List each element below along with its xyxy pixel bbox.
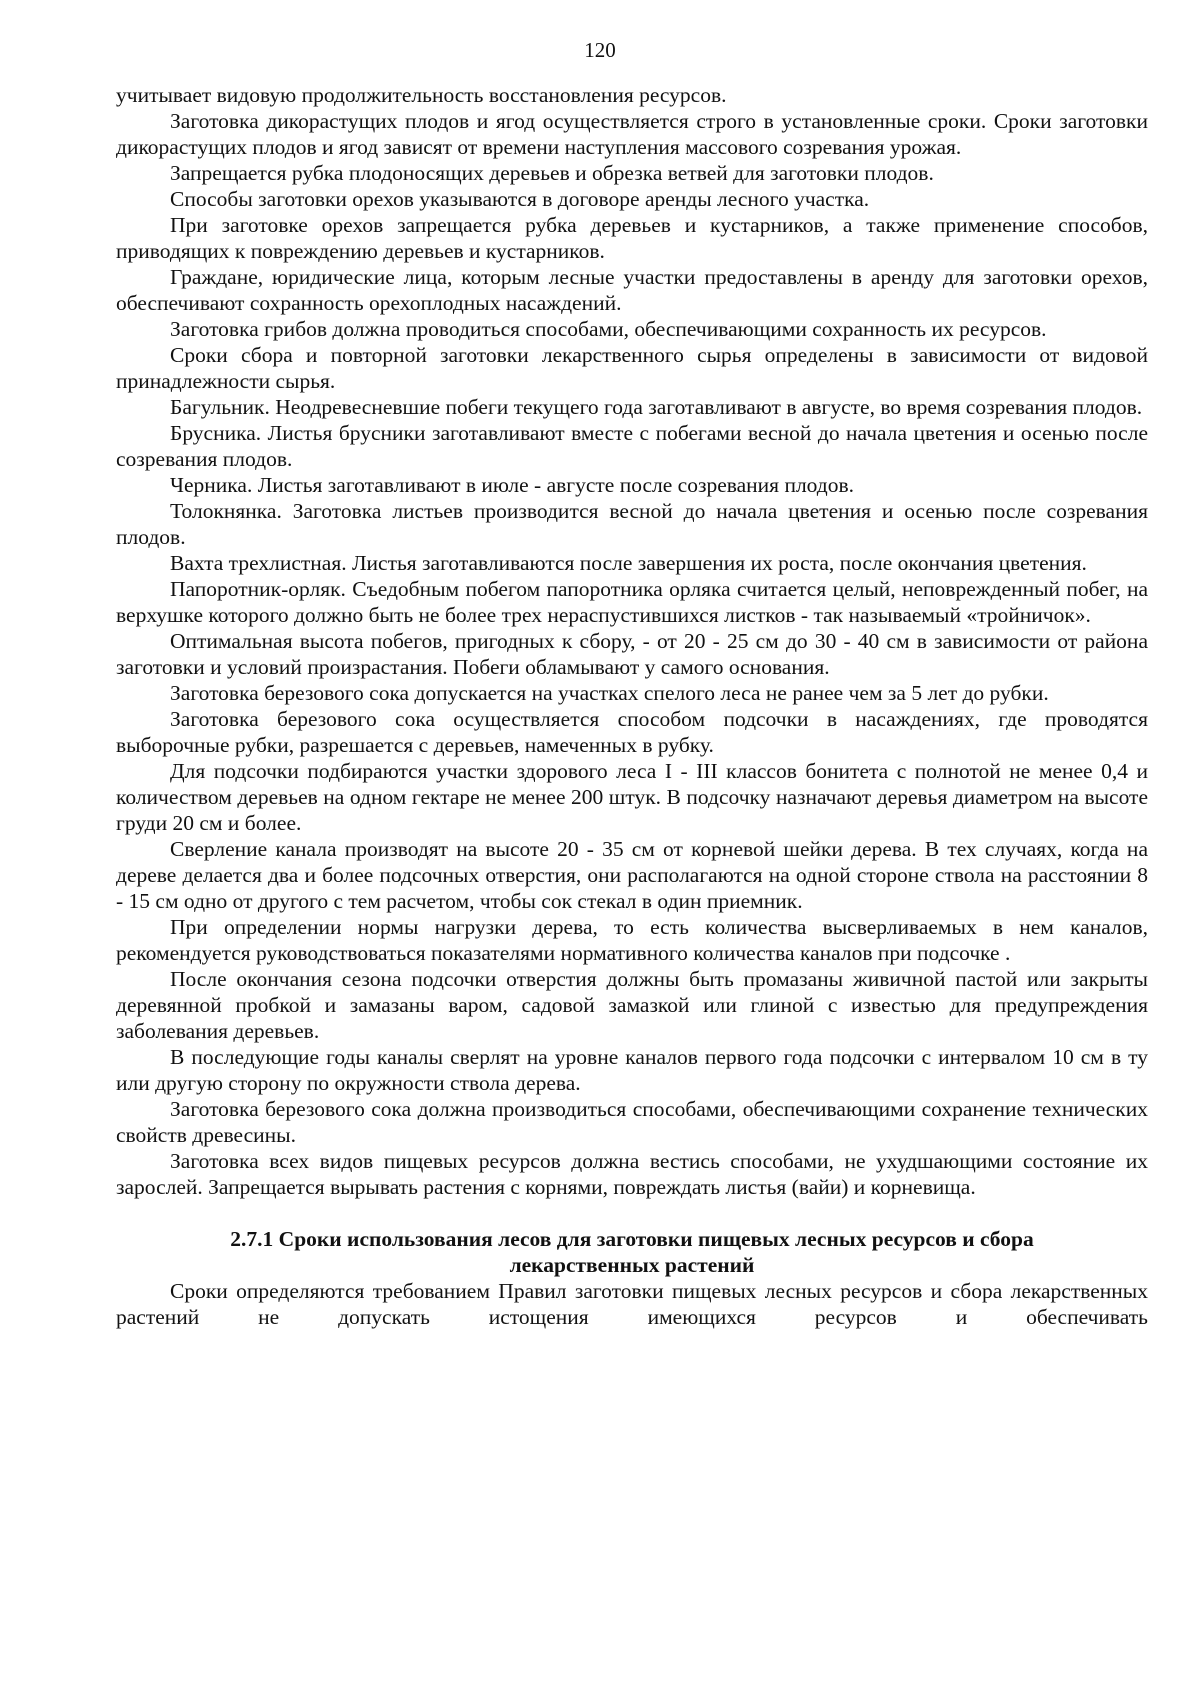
paragraph: Багульник. Неодревесневшие побеги текущего года заготавливают в августе, во время созревания плодов. [170,395,1143,419]
paragraph: Заготовка березового сока должна производиться способами, обеспечивающими сохранение технических свойств древесины. [116,1097,1148,1147]
page-number: 120 [584,38,616,62]
section-heading-line-1: 2.7.1 Сроки использования лесов для заготовки пищевых лесных ресурсов и сбора [230,1227,1034,1251]
paragraph: Сверление канала производят на высоте 20 - 35 см от корневой шейки дерева. В тех случаях, когда на дереве делается два и более подсочных отверстия, они располагаются на одной стороне ствола на расстоянии 8 - 15 см одно от другого с тем расчетом, чтобы сок стекал в один приемник. [116,837,1148,913]
paragraph: Заготовка грибов должна проводиться способами, обеспечивающими сохранность их ресурсов. [170,317,1047,341]
paragraph: При определении нормы нагрузки дерева, то есть количества высверливаемых в нем каналов, рекомендуется руководствоваться показателями нормативного количества каналов при подсочке . [116,915,1148,965]
paragraph: Сроки сбора и повторной заготовки лекарственного сырья определены в зависимости от видовой принадлежности сырья. [116,343,1148,393]
paragraph: Заготовка всех видов пищевых ресурсов должна вестись способами, не ухудшающими состояние их зарослей. Запрещается вырывать растения с корнями, повреждать листья (вайи) и корневища. [116,1149,1148,1199]
paragraph-continuation: учитывает видовую продолжительность восстановления ресурсов. [116,83,727,107]
paragraph: Граждане, юридические лица, которым лесные участки предоставлены в аренду для заготовки орехов, обеспечивают сохранность орехоплодных насаждений. [116,265,1148,315]
paragraph: В последующие годы каналы сверлят на уровне каналов первого года подсочки с интервалом 10 см в ту или другую сторону по окружности ствола дерева. [116,1045,1148,1095]
section-heading-line-2: лекарственных растений [509,1253,755,1277]
paragraph: После окончания сезона подсочки отверстия должны быть промазаны живичной пастой или закрыты деревянной пробкой и замазаны варом, садовой замазкой или глиной с известью для предупреждения заболевания деревьев. [116,967,1148,1043]
paragraph-final: Сроки определяются требованием Правил заготовки пищевых лесных ресурсов и сбора лекарственных растений не допускать истощения имеющихся ресурсов и обеспечивать [116,1279,1148,1329]
section-heading [116,1226,1148,1278]
paragraph: Способы заготовки орехов указываются в договоре аренды лесного участка. [170,187,870,211]
paragraph: Оптимальная высота побегов, пригодных к сбору, - от 20 - 25 см до 30 - 40 см в зависимости от района заготовки и условий произрастания. Побеги обламывают у самого основания. [116,629,1148,679]
paragraph: Запрещается рубка плодоносящих деревьев и обрезка ветвей для заготовки плодов. [170,161,934,185]
paragraph: Вахта трехлистная. Листья заготавливаются после завершения их роста, после окончания цветения. [170,551,1087,575]
paragraph: Для подсочки подбираются участки здорового леса I - III классов бонитета с полнотой не менее 0,4 и количеством деревьев на одном гектаре не менее 200 штук. В подсочку назначают деревья диаметром на высоте груди 20 см и более. [116,759,1148,835]
paragraph: Черника. Листья заготавливают в июле - августе после созревания плодов. [170,473,855,497]
paragraph: Толокнянка. Заготовка листьев производится весной до начала цветения и осенью после созревания плодов. [116,499,1148,549]
body-text [116,82,1148,1330]
paragraph: Заготовка березового сока допускается на участках спелого леса не ранее чем за 5 лет до рубки. [170,681,1049,705]
paragraph: Папоротник-орляк. Съедобным побегом папоротника орляка считается целый, неповрежденный побег, на верхушке которого должно быть не более трех нераспустившихся листков - так называемый «тройничок». [116,577,1148,627]
paragraph: При заготовке орехов запрещается рубка деревьев и кустарников, а также применение способов, приводящих к повреждению деревьев и кустарников. [116,213,1148,263]
paragraph: Брусника. Листья брусники заготавливают вместе с побегами весной до начала цветения и осенью после созревания плодов. [116,421,1148,471]
paragraph: Заготовка березового сока осуществляется способом подсочки в насаждениях, где проводятся выборочные рубки, разрешается с деревьев, намеченных в рубку. [116,707,1148,757]
paragraph: Заготовка дикорастущих плодов и ягод осуществляется строго в установленные сроки. Сроки заготовки дикорастущих плодов и ягод зависят от времени наступления массового созревания урожая. [116,109,1148,159]
